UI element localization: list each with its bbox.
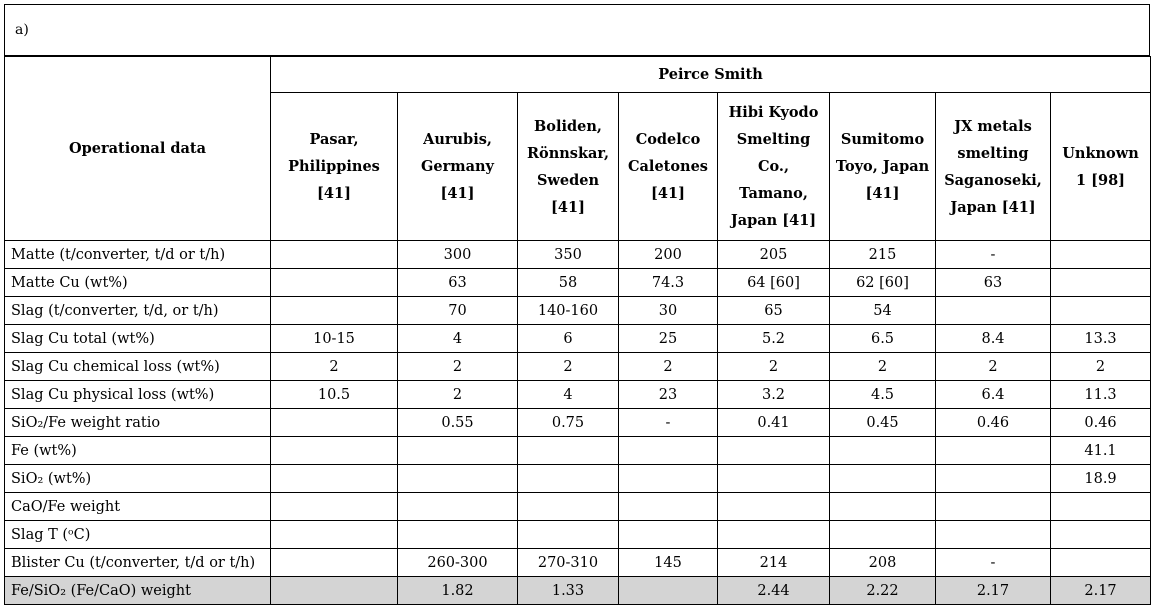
table-cell xyxy=(1051,493,1151,521)
table-cell: 215 xyxy=(830,241,936,269)
table-cell xyxy=(271,549,398,577)
table-cell: 2 xyxy=(936,353,1051,381)
table-cell: 18.9 xyxy=(1051,465,1151,493)
table-cell: 41.1 xyxy=(1051,437,1151,465)
table-cell: 58 xyxy=(518,269,619,297)
row-label: Blister Cu (t/converter, t/d or t/h) xyxy=(5,549,271,577)
table-cell: 2 xyxy=(830,353,936,381)
table-cell: 30 xyxy=(619,297,718,325)
table-cell: - xyxy=(936,241,1051,269)
table-cell xyxy=(1051,521,1151,549)
row-label: SiO₂/Fe weight ratio xyxy=(5,409,271,437)
table-cell: 0.46 xyxy=(936,409,1051,437)
table-cell: 74.3 xyxy=(619,269,718,297)
row-label: Slag Cu total (wt%) xyxy=(5,325,271,353)
table-cell: 2 xyxy=(518,353,619,381)
table-cell xyxy=(830,437,936,465)
table-cell: 4 xyxy=(518,381,619,409)
table-cell: - xyxy=(619,409,718,437)
row-label: CaO/Fe weight xyxy=(5,493,271,521)
row-label: Matte (t/converter, t/d or t/h) xyxy=(5,241,271,269)
table-cell xyxy=(619,465,718,493)
table-cell: 140-160 xyxy=(518,297,619,325)
row-label: Fe/SiO₂ (Fe/CaO) weight xyxy=(5,577,271,605)
table-cell: 350 xyxy=(518,241,619,269)
table-cell xyxy=(398,521,518,549)
table-row xyxy=(5,241,1151,269)
table-row xyxy=(5,297,1151,325)
table-cell xyxy=(936,521,1051,549)
row-label: Fe (wt%) xyxy=(5,437,271,465)
table-cell xyxy=(718,521,830,549)
row-label: Slag Cu chemical loss (wt%) xyxy=(5,353,271,381)
table-cell xyxy=(271,297,398,325)
table-cell xyxy=(1051,269,1151,297)
column-header: Aurubis, Germany [41] xyxy=(398,93,518,241)
table-cell xyxy=(271,493,398,521)
row-label: Slag (t/converter, t/d, or t/h) xyxy=(5,297,271,325)
table-cell: 260-300 xyxy=(398,549,518,577)
table-cell: 70 xyxy=(398,297,518,325)
table-cell xyxy=(518,465,619,493)
table-cell: 2 xyxy=(271,353,398,381)
table-cell: 25 xyxy=(619,325,718,353)
row-label: Matte Cu (wt%) xyxy=(5,269,271,297)
row-label: Slag T (ᵒC) xyxy=(5,521,271,549)
column-header: Hibi Kyodo Smelting Co., Tamano, Japan [41] xyxy=(718,93,830,241)
table-cell xyxy=(718,493,830,521)
table-cell xyxy=(830,465,936,493)
table-cell: 3.2 xyxy=(718,381,830,409)
table-cell xyxy=(271,409,398,437)
table-row xyxy=(5,577,1151,605)
table-cell xyxy=(398,493,518,521)
group-header: Peirce Smith xyxy=(271,57,1151,93)
table-cell xyxy=(619,493,718,521)
table-cell xyxy=(398,437,518,465)
table-cell: 205 xyxy=(718,241,830,269)
table-cell xyxy=(619,577,718,605)
table-cell: 2 xyxy=(718,353,830,381)
table-row xyxy=(5,381,1151,409)
table-cell: 2 xyxy=(398,353,518,381)
table-cell xyxy=(518,521,619,549)
table-cell xyxy=(936,465,1051,493)
table-cell: - xyxy=(936,549,1051,577)
table-cell: 0.55 xyxy=(398,409,518,437)
row-header-label: Operational data xyxy=(5,57,271,241)
table-cell xyxy=(271,437,398,465)
table-cell: 145 xyxy=(619,549,718,577)
column-header: Codelco Caletones [41] xyxy=(619,93,718,241)
table-cell: 208 xyxy=(830,549,936,577)
table-cell xyxy=(1051,241,1151,269)
table-cell: 64 [60] xyxy=(718,269,830,297)
table-cell xyxy=(271,241,398,269)
column-header: Boliden, Rönnskar, Sweden [41] xyxy=(518,93,619,241)
table-cell xyxy=(718,437,830,465)
table-cell: 63 xyxy=(936,269,1051,297)
row-label: Slag Cu physical loss (wt%) xyxy=(5,381,271,409)
table-row xyxy=(5,493,1151,521)
table-row xyxy=(5,353,1151,381)
table-cell: 54 xyxy=(830,297,936,325)
table-cell xyxy=(271,521,398,549)
table-cell xyxy=(1051,549,1151,577)
table-cell: 1.82 xyxy=(398,577,518,605)
table-cell: 0.41 xyxy=(718,409,830,437)
table-cell: 0.46 xyxy=(1051,409,1151,437)
table-cell: 2 xyxy=(398,381,518,409)
table-cell: 2.17 xyxy=(1051,577,1151,605)
table-cell: 2.22 xyxy=(830,577,936,605)
table-cell: 10-15 xyxy=(271,325,398,353)
table-cell: 6 xyxy=(518,325,619,353)
table-cell xyxy=(830,521,936,549)
table-cell: 214 xyxy=(718,549,830,577)
column-header: Sumitomo Toyo, Japan [41] xyxy=(830,93,936,241)
table-cell xyxy=(518,437,619,465)
document-page xyxy=(4,4,1150,605)
table-row xyxy=(5,409,1151,437)
table-cell: 63 xyxy=(398,269,518,297)
table-cell xyxy=(936,297,1051,325)
table-cell xyxy=(619,437,718,465)
table-cell xyxy=(830,493,936,521)
table-cell xyxy=(936,437,1051,465)
row-label: SiO₂ (wt%) xyxy=(5,465,271,493)
table-cell: 1.33 xyxy=(518,577,619,605)
table-cell: 6.5 xyxy=(830,325,936,353)
table-cell: 2.44 xyxy=(718,577,830,605)
table-cell: 2 xyxy=(619,353,718,381)
table-cell: 2.17 xyxy=(936,577,1051,605)
header-row-group xyxy=(5,57,1151,93)
table-row xyxy=(5,465,1151,493)
table-cell xyxy=(271,465,398,493)
table-cell: 65 xyxy=(718,297,830,325)
column-header: Unknown 1 [98] xyxy=(1051,93,1151,241)
table-cell: 10.5 xyxy=(271,381,398,409)
column-header: JX metals smelting Saganoseki, Japan [41] xyxy=(936,93,1051,241)
table-cell xyxy=(619,521,718,549)
table-cell xyxy=(271,269,398,297)
table-cell: 8.4 xyxy=(936,325,1051,353)
table-cell xyxy=(398,465,518,493)
table-cell: 4.5 xyxy=(830,381,936,409)
table-cell xyxy=(518,493,619,521)
table-row xyxy=(5,269,1151,297)
table-cell: 270-310 xyxy=(518,549,619,577)
table-cell: 0.75 xyxy=(518,409,619,437)
table-cell: 23 xyxy=(619,381,718,409)
column-header: Pasar, Philippines [41] xyxy=(271,93,398,241)
table-cell xyxy=(271,577,398,605)
table-cell: 13.3 xyxy=(1051,325,1151,353)
table-cell: 5.2 xyxy=(718,325,830,353)
table-caption xyxy=(4,4,1150,56)
table-cell: 6.4 xyxy=(936,381,1051,409)
table-cell: 300 xyxy=(398,241,518,269)
table-body xyxy=(5,241,1151,605)
table-cell xyxy=(936,493,1051,521)
table-cell: 0.45 xyxy=(830,409,936,437)
table-cell: 11.3 xyxy=(1051,381,1151,409)
table-row xyxy=(5,325,1151,353)
table-cell: 62 [60] xyxy=(830,269,936,297)
table-cell: 2 xyxy=(1051,353,1151,381)
table-cell xyxy=(1051,297,1151,325)
table-row xyxy=(5,437,1151,465)
table-cell: 200 xyxy=(619,241,718,269)
table-cell xyxy=(718,465,830,493)
table-row xyxy=(5,549,1151,577)
operational-data-table xyxy=(4,56,1151,605)
table-cell: 4 xyxy=(398,325,518,353)
table-row xyxy=(5,521,1151,549)
caption-label: a) xyxy=(15,22,29,38)
